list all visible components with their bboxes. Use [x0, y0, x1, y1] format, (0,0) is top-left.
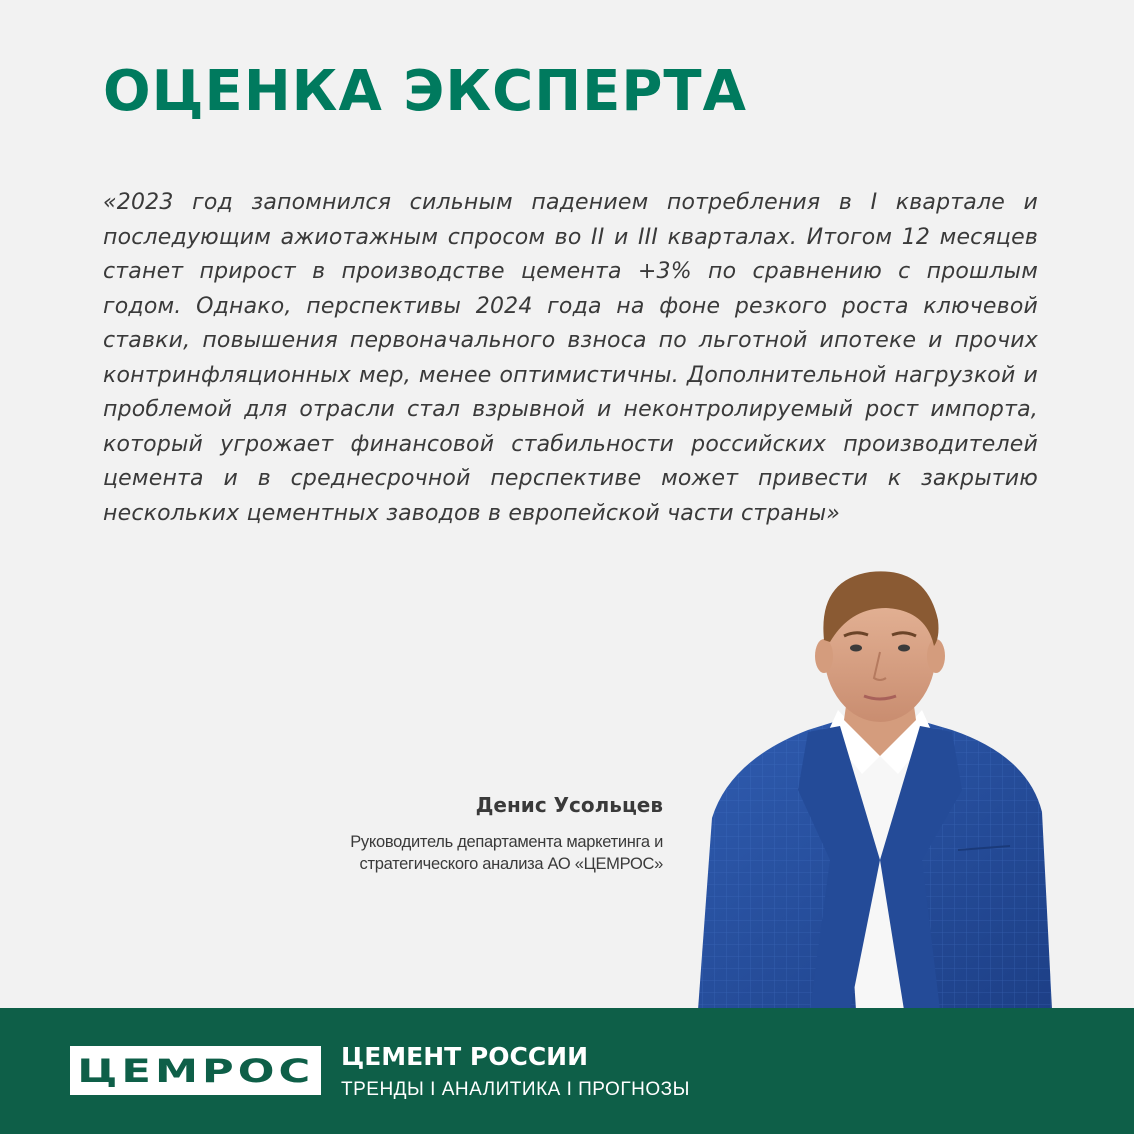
expert-photo: [690, 560, 1070, 1010]
author-role-line2: стратегического анализа АО «ЦЕМРОС»: [359, 855, 663, 873]
footer-subtitle: ТРЕНДЫ I АНАЛИТИКА I ПРОГНОЗЫ: [341, 1079, 690, 1100]
footer-bar: [0, 1008, 1134, 1134]
page-title: ОЦЕНКА ЭКСПЕРТА: [103, 59, 747, 124]
brand-logo-text: ЦЕМРОС: [77, 1051, 314, 1090]
expert-quote: «2023 год запомнился сильным падением потребления в I квартале и последующим ажиотажным спросом во II и III кварталах. Итогом 12 месяцев станет прирост в производстве цемента +3% по сравнению с прошлым годом. Однако, перспективы 2024 года на фоне резкого роста ключевой ставки, повышения первоначального взноса по льготной ипотеке и прочих контринфляционных мер, менее оптимистичны. Дополнительной нагрузкой и проблемой для отрасли стал взрывной и неконтролируемый рост импорта, который угрожает финансовой стабильности российских производителей цемента и в среднесрочной перспективе может привести к закрытию нескольких цементных заводов в европейской части страны»: [103, 190, 1038, 526]
footer-title: ЦЕМЕНТ РОССИИ: [341, 1042, 589, 1071]
author-role-line1: Руководитель департамента маркетинга и: [350, 833, 663, 851]
author-block: [183, 791, 663, 875]
author-name: Денис Усольцев: [475, 793, 663, 817]
brand-logo: [70, 1046, 321, 1095]
